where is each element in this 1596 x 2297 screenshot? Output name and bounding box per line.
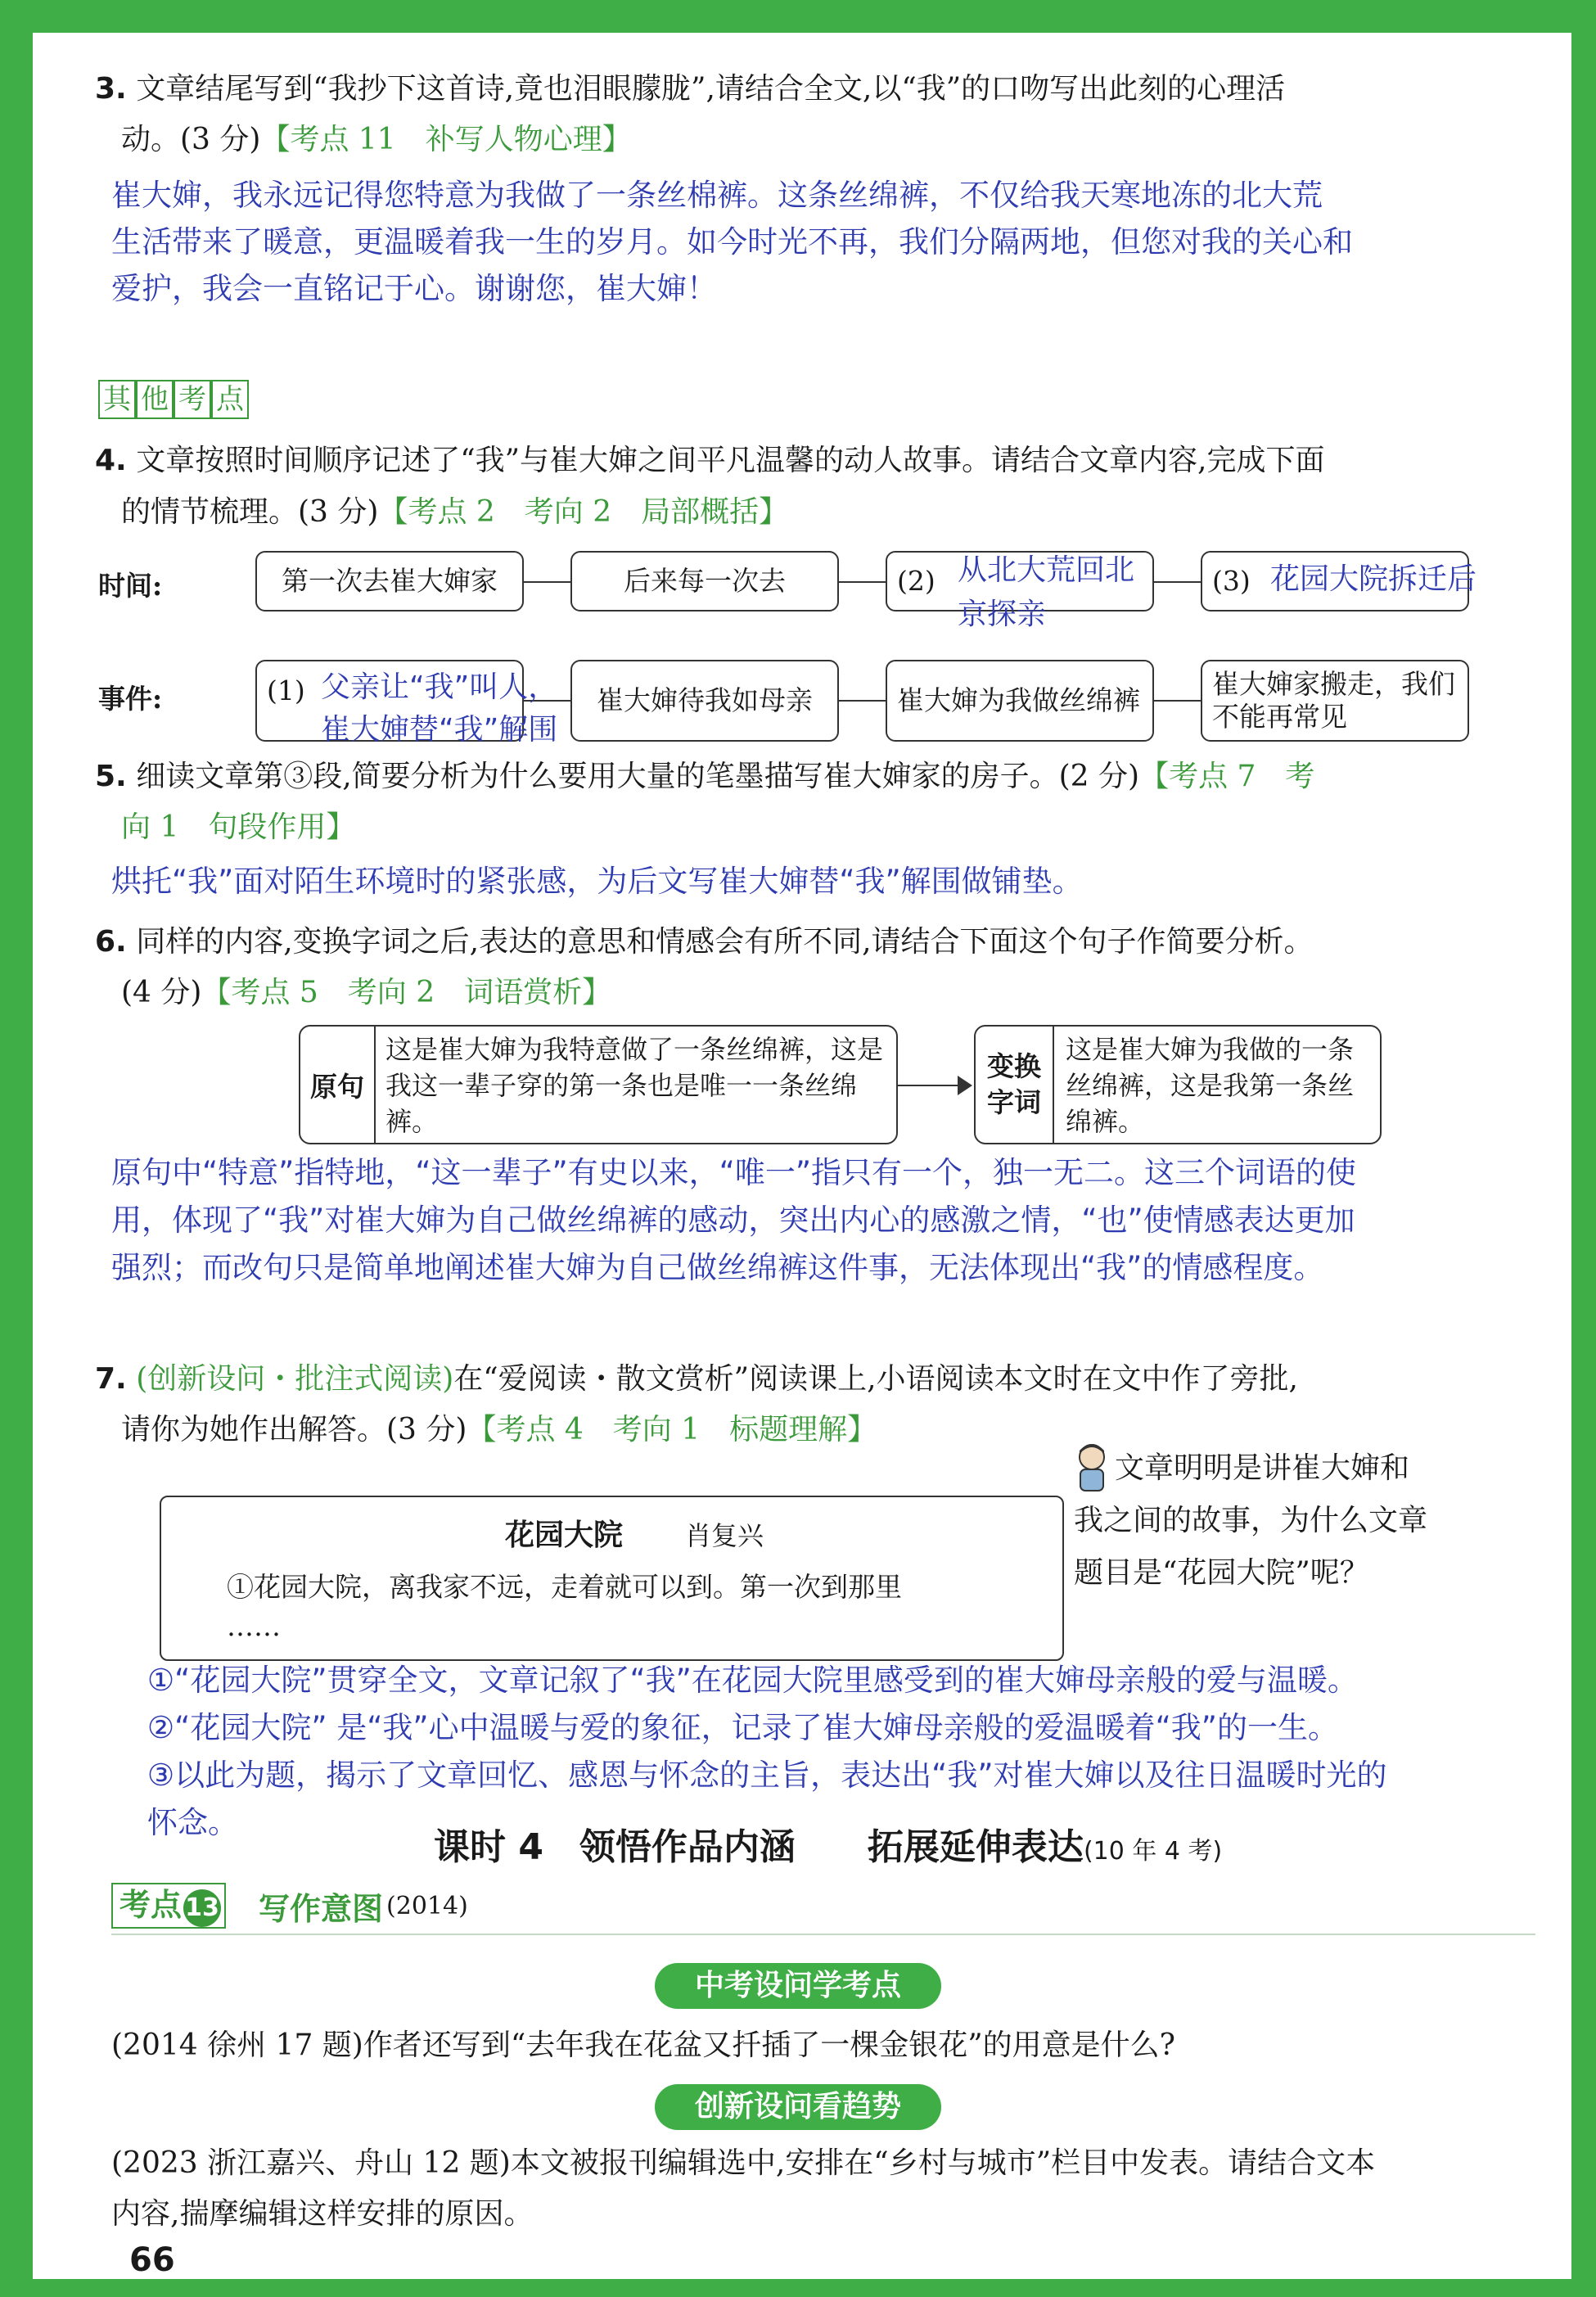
q4-number: 4. xyxy=(95,444,127,477)
other-point-char: 点 xyxy=(211,380,249,419)
changed-sentence-box xyxy=(974,1025,1382,1144)
event-box-3: 崔大婶为我做丝绵裤 xyxy=(886,660,1154,742)
q3-tag: 【考点 11 补写人物心理】 xyxy=(260,123,632,156)
connector xyxy=(839,700,886,702)
lesson-note: (10 年 4 考) xyxy=(1083,1837,1223,1866)
trend-question-line-2: 内容,揣摩编辑这样安排的原因。 xyxy=(111,2197,534,2231)
q5-tag-1: 【考点 7 考 xyxy=(1139,760,1315,793)
q3-line2: 动。(3 分) xyxy=(121,123,261,156)
time-box-3-label: (2) xyxy=(897,565,936,597)
q5-answer: 烘托“我”面对陌生环境时的紧张感，为后文写崔大婶替“我”解围做铺垫。 xyxy=(111,864,1083,899)
q6-line2: (4 分) xyxy=(121,976,202,1009)
q3-line1: 文章结尾写到“我抄下这首诗,竟也泪眼朦胧”,请结合全文,以“我”的口吻写出此刻的心理活 xyxy=(136,72,1286,106)
arrow-head-icon xyxy=(958,1076,972,1095)
connector xyxy=(1154,700,1201,702)
excerpt-author: 肖复兴 xyxy=(685,1520,764,1551)
q7-line2: 请你为她作出解答。(3 分) xyxy=(121,1413,467,1446)
q5-tag-2: 向 1 句段作用】 xyxy=(121,810,356,844)
q6-tag: 【考点 5 考向 2 词语赏析】 xyxy=(201,976,612,1009)
q4-stem-2 xyxy=(121,487,788,538)
q4-stem xyxy=(95,435,1552,486)
q4-tag: 【考点 2 考向 2 局部概括】 xyxy=(378,495,789,529)
trend-question-line-1: (2023 浙江嘉兴、舟山 12 题)本文被报刊编辑选中,安排在“乡村与城市”栏目中发表。请结合文本 xyxy=(111,2146,1376,2180)
arrow-line xyxy=(898,1085,965,1086)
changed-label: 变换字词 xyxy=(976,1027,1054,1143)
kaodian-title: 写作意图 xyxy=(259,1890,384,1927)
other-point-char: 他 xyxy=(136,380,174,419)
event-box-4: 崔大婶家搬走，我们不能再常见 xyxy=(1201,660,1469,742)
original-sentence-box xyxy=(299,1025,898,1144)
q7-answer-line: ②“花园大院” 是“我”心中温暖与爱的象征，记录了崔大婶母亲般的爱温暖着“我”的一生。 xyxy=(147,1710,1338,1745)
q7-answer-line: ③以此为题，揭示了文章回忆、感恩与怀念的主旨，表达出“我”对崔大婶以及往日温暖时光的 xyxy=(147,1758,1387,1793)
q4-line2: 的情节梳理。(3 分) xyxy=(121,495,379,529)
q3-answer xyxy=(111,172,1568,312)
q6-answer-line: 强烈；而改句只是简单地阐述崔大婶为自己做丝绵裤这件事，无法体现出“我”的情感程度。 xyxy=(111,1250,1324,1285)
q7-number: 7. xyxy=(95,1362,127,1396)
q3-stem xyxy=(95,64,1552,115)
q6-number: 6. xyxy=(95,925,127,959)
original-label: 原句 xyxy=(300,1027,376,1143)
q6-answer-line: 原句中“特意”指特地，“这一辈子”有史以来，“唯一”指只有一个，独一无二。这三个词语的使 xyxy=(111,1155,1357,1190)
zhongkao-banner: 中考设问学考点 xyxy=(655,1963,941,2009)
other-point-char: 考 xyxy=(174,380,211,419)
margin-note-line: 题目是“花园大院”呢？ xyxy=(1074,1556,1369,1590)
margin-note-line: 我之间的故事，为什么文章 xyxy=(1074,1504,1428,1537)
q7-stem xyxy=(95,1354,1568,1405)
time-label: 时间: xyxy=(98,570,163,602)
event-answer-1: 父亲让“我”叫人，崔大婶替“我”解围 xyxy=(321,670,558,747)
time-box-1: 第一次去崔大婶家 xyxy=(255,551,524,611)
q5-line1: 细读文章第③段,简要分析为什么要用大量的笔墨描写崔大婶家的房子。(2 分) xyxy=(136,760,1140,793)
divider xyxy=(111,1934,1535,1935)
q7-line1: 在“爱阅读・散文赏析”阅读课上,小语阅读本文时在文中作了旁批, xyxy=(453,1362,1298,1396)
q7-stem-2 xyxy=(121,1405,877,1455)
q5-number: 5. xyxy=(95,760,127,793)
zhongkao-question: (2014 徐州 17 题)作者还写到“去年我在花盆又扦插了一棵金银花”的用意是什么? xyxy=(111,2028,1175,2062)
excerpt-title: 花园大院 xyxy=(505,1518,624,1552)
lesson-title-text: 课时 4 领悟作品内涵 拓展延伸表达 xyxy=(434,1826,1084,1868)
excerpt-box xyxy=(160,1496,1064,1661)
connector xyxy=(1154,581,1201,583)
connector xyxy=(839,581,886,583)
kaodian-label xyxy=(111,1883,226,1929)
time-answer-3: 花园大院拆迁后 xyxy=(1270,562,1477,596)
time-box-4-label: (3) xyxy=(1212,565,1251,597)
page-number: 66 xyxy=(129,2241,175,2279)
q5-stem xyxy=(95,751,1552,802)
other-point-char: 其 xyxy=(98,380,136,419)
q3-stem-2 xyxy=(121,115,632,165)
margin-note-line: 文章明明是讲崔大婶和 xyxy=(1115,1451,1410,1485)
kaodian-number: 13 xyxy=(183,1889,221,1927)
q7-answer-line: 怀念。 xyxy=(147,1805,238,1840)
time-answer-2: 从北大荒回北京探亲 xyxy=(958,553,1135,631)
margin-note xyxy=(1074,1442,1532,1600)
q6-answer-line: 用，体现了“我”对崔大婶为自己做丝绵裤的感动，突出内心的感激之情，“也”使情感表达更加 xyxy=(111,1203,1355,1238)
q7-tag: 【考点 4 考向 1 标题理解】 xyxy=(467,1413,877,1446)
q3-answer-line: 生活带来了暖意，更温暖着我一生的岁月。如今时光不再，我们分隔两地，但您对我的关心和 xyxy=(111,224,1353,259)
kaodian-13-header xyxy=(111,1883,468,1929)
q4-line1: 文章按照时间顺序记述了“我”与崔大婶之间平凡温馨的动人故事。请结合文章内容,完成下面 xyxy=(136,444,1325,477)
changed-text: 这是崔大婶为我做的一条丝绵裤，这是我第一条丝绵裤。 xyxy=(1066,1034,1355,1137)
q6-stem-2 xyxy=(121,968,611,1018)
excerpt-line-2: …… xyxy=(227,1610,281,1642)
page xyxy=(33,33,1571,2279)
q6-stem xyxy=(95,917,1568,968)
q3-answer-line: 爱护，我会一直铭记于心。谢谢您，崔大婶！ xyxy=(111,271,717,306)
other-points-label xyxy=(98,380,249,419)
lesson-title xyxy=(434,1817,1222,1870)
connector xyxy=(524,581,570,583)
original-text: 这是崔大婶为我特意做了一条丝绵裤，这是我这一辈子穿的第一条也是唯一一条丝绵裤。 xyxy=(385,1034,884,1137)
q7-answer-line: ①“花园大院”贯穿全文，文章记叙了“我”在花园大院里感受到的崔大婶母亲般的爱与温暖。 xyxy=(147,1663,1358,1698)
event-box-1-label: (1) xyxy=(267,675,305,706)
q7-innovation-tag: (创新设问・批注式阅读) xyxy=(136,1362,454,1396)
excerpt-line-1: ①花园大院，离我家不远，走着就可以到。第一次到那里 xyxy=(227,1571,902,1603)
event-box-2: 崔大婶待我如母亲 xyxy=(570,660,839,742)
q6-line1: 同样的内容,变换字词之后,表达的意思和情感会有所不同,请结合下面这个句子作简要分析。 xyxy=(136,925,1314,959)
time-box-2: 后来每一次去 xyxy=(570,551,839,611)
event-label: 事件: xyxy=(98,683,163,715)
kaodian-year: (2014) xyxy=(386,1891,468,1920)
q3-answer-line: 崔大婶，我永远记得您特意为我做了一条丝棉裤。这条丝绵裤，不仅给我天寒地冻的北大荒 xyxy=(111,178,1323,213)
kaodian-label-text: 考点 xyxy=(119,1887,183,1923)
q3-number: 3. xyxy=(95,72,127,106)
q6-answer xyxy=(111,1149,1568,1292)
trend-banner: 创新设问看趋势 xyxy=(655,2084,941,2130)
